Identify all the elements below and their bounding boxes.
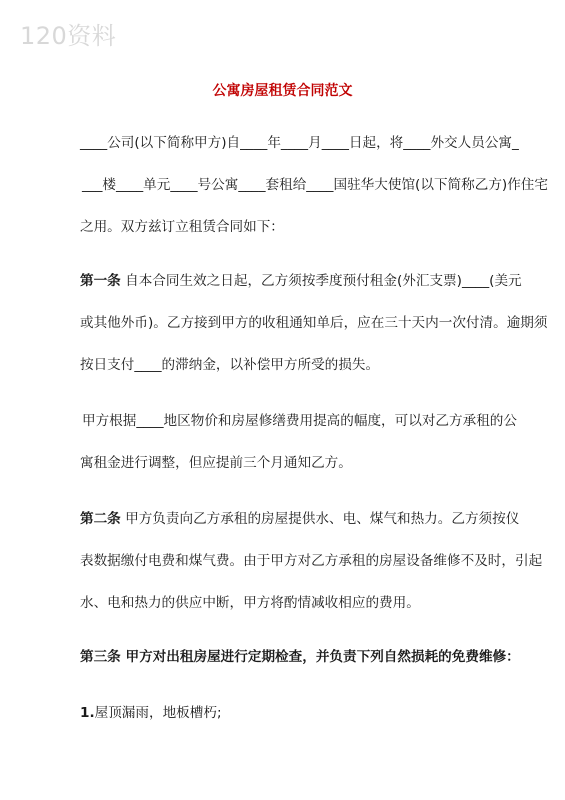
article-2-text: 甲方负责向乙方承租的房屋提供水、电、煤气和热力。乙方须按仪 — [120, 511, 520, 527]
article-1-line-2: 或其他外币)。乙方接到甲方的收租通知单后，应在三十天内一次付清。逾期须 — [80, 315, 548, 331]
list-item-1-text: 屋顶漏雨，地板槽朽; — [94, 705, 222, 721]
intro-line-3: 之用。双方兹订立租赁合同如下： — [80, 219, 284, 235]
list-item-1 — [80, 704, 222, 722]
article-2-line-3: 水、电和热力的供应中断，甲方将酌情减收相应的费用。 — [80, 595, 420, 611]
watermark: 120资料 — [20, 22, 117, 50]
article-1-line-3: 按日支付____的滞纳金，以补偿甲方所受的损失。 — [80, 357, 380, 373]
article-2-label: 第二条 — [80, 511, 121, 527]
article-1-line-1 — [80, 272, 522, 290]
article-2-line-1 — [80, 510, 519, 528]
paragraph-2-line-2: 寓租金进行调整，但应提前三个月通知乙方。 — [80, 455, 352, 471]
article-2-line-2: 表数据缴付电费和煤气费。由于甲方对乙方承租的房屋设备维修不及时，引起 — [80, 553, 543, 569]
article-1-text: 自本合同生效之日起，乙方须按季度预付租金(外汇支票)____(美元 — [120, 273, 522, 289]
paragraph-2-line-1: 甲方根据____地区物价和房屋修缮费用提高的幅度，可以对乙方承租的公 — [82, 413, 517, 429]
article-1-label: 第一条 — [80, 273, 121, 289]
list-item-1-number: 1. — [80, 705, 95, 721]
intro-line-1: ____公司(以下简称甲方)自____年____月____日起，将____外交人员公寓_ — [80, 135, 519, 151]
intro-line-2: ___楼____单元____号公寓____套租给____国驻华大使馆(以下简称乙方)作住宅 — [82, 177, 548, 193]
document-title: 公寓房屋租赁合同范文 — [212, 83, 353, 99]
article-3-heading: 第三条 甲方对出租房屋进行定期检查，并负责下列自然损耗的免费维修： — [80, 649, 520, 665]
